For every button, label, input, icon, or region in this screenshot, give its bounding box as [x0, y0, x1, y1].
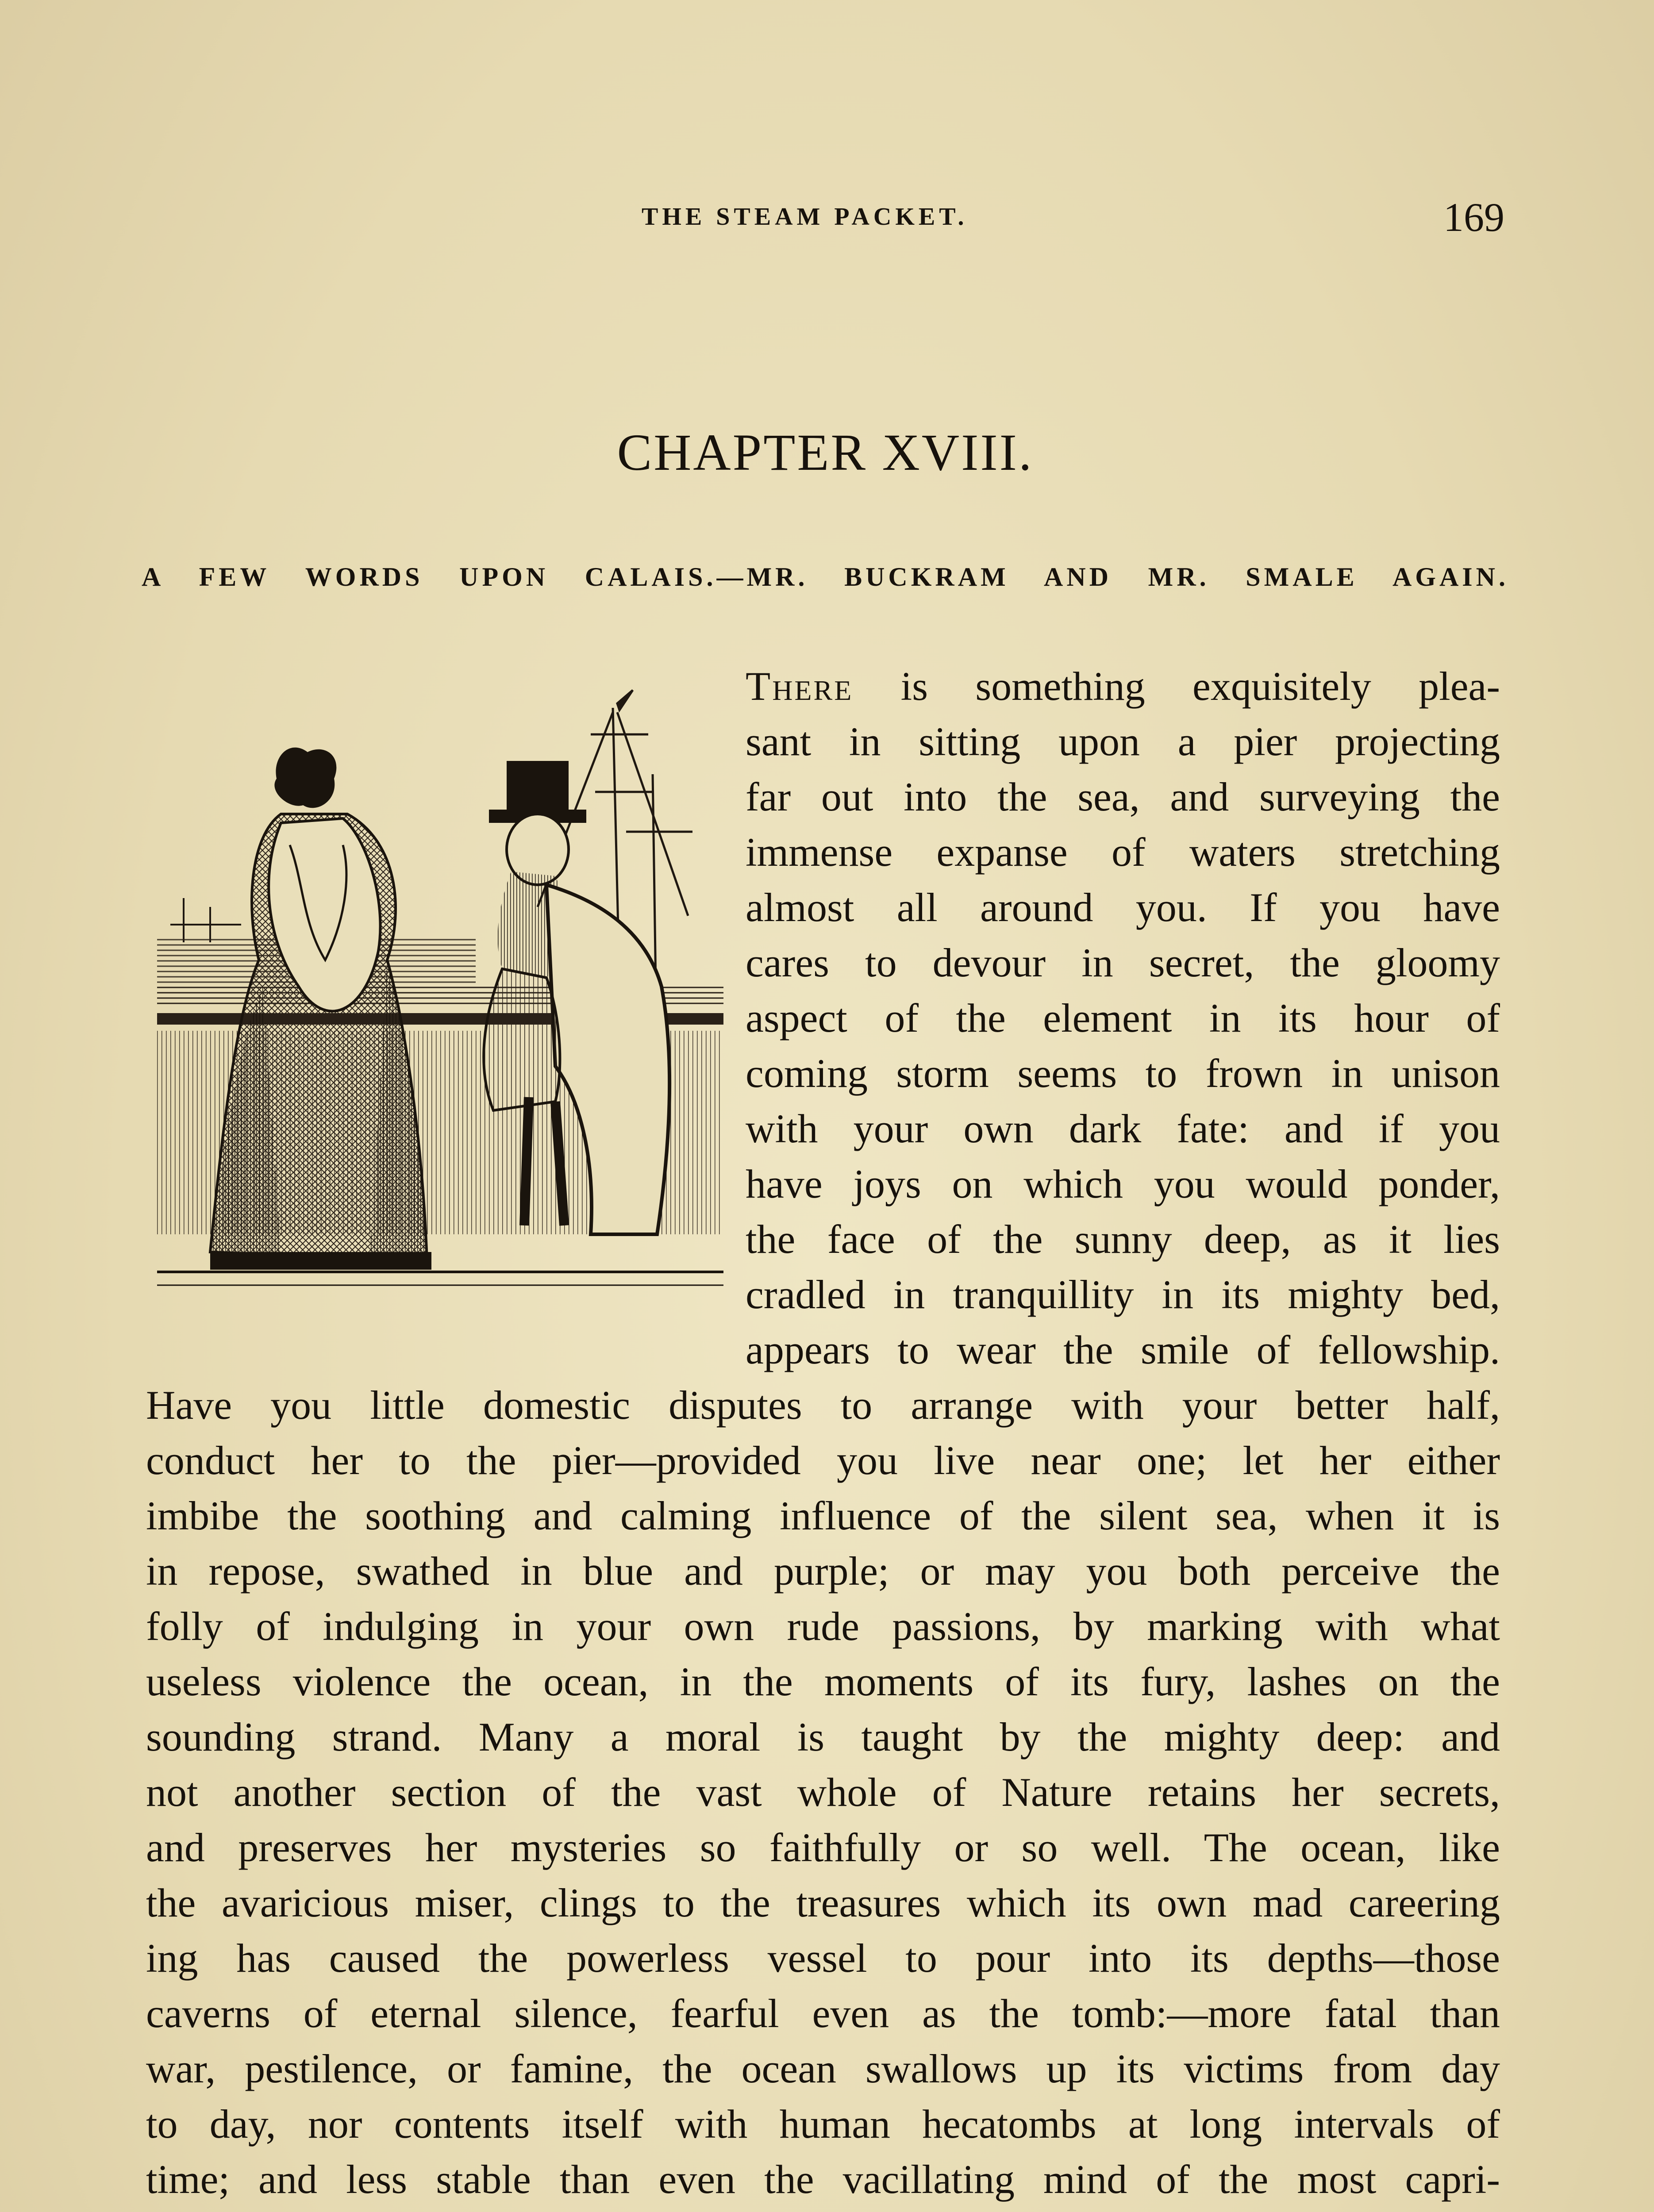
text-line: in repose, swathed in blue and purple; or may you both perceive the: [146, 1548, 1500, 1594]
text-line: the avaricious miser, clings to the treasures which its own mad careering: [146, 1880, 1500, 1925]
text-line: appears to wear the smile of fellowship.: [746, 1327, 1500, 1372]
text-line: useless violence the ocean, in the moments of its fury, lashes on the: [146, 1659, 1500, 1704]
page-header: [146, 195, 1504, 240]
text-line: folly of indulging in your own rude passions, by marking with what: [146, 1604, 1500, 1649]
text-line: conduct her to the pier—provided you live near one; let her either: [146, 1438, 1500, 1483]
text-line: ing has caused the powerless vessel to pour into its depths—those: [146, 1936, 1500, 1981]
text-line: immense expanse of waters stretching: [746, 830, 1500, 875]
text-line: with your own dark fate: and if you: [746, 1106, 1500, 1151]
text-line: imbibe the soothing and calming influence of the silent sea, when it is: [146, 1493, 1500, 1538]
pier-illustration: [157, 677, 723, 1323]
text-line: far out into the sea, and surveying the: [746, 774, 1500, 819]
chapter-subtitle: A FEW WORDS UPON CALAIS.—MR. BUCKRAM AND MR. SMALE AGAIN.: [142, 562, 1509, 591]
text-line: and preserves her mysteries so faithfully or so well. The ocean, like: [146, 1825, 1500, 1870]
drop-cap-word: There: [746, 664, 854, 709]
text-line: to day, nor contents itself with human hecatombs at long intervals of: [146, 2101, 1500, 2147]
text-line: sant in sitting upon a pier projecting: [746, 719, 1500, 764]
chapter-title: CHAPTER XVIII.: [617, 423, 1034, 481]
text-line: cradled in tranquillity in its mighty bed,: [746, 1272, 1500, 1317]
page-number: 169: [1443, 195, 1504, 240]
running-head: THE STEAM PACKET.: [642, 203, 968, 230]
text-line: time; and less stable than even the vacillating mind of the most capri-: [146, 2157, 1500, 2202]
text-line: aspect of the element in its hour of: [746, 995, 1500, 1041]
text-line: not another section of the vast whole of Nature retains her secrets,: [146, 1770, 1500, 1815]
text-line: sounding strand. Many a moral is taught by the mighty deep: and: [146, 1714, 1500, 1759]
text-line: war, pestilence, or famine, the ocean swallows up its victims from day: [146, 2046, 1500, 2091]
text-line: have joys on which you would ponder,: [746, 1161, 1500, 1206]
text-line: Have you little domestic disputes to arrange with your better half,: [146, 1382, 1500, 1428]
text-line: the face of the sunny deep, as it lies: [746, 1217, 1500, 1262]
text-line: almost all around you. If you have: [746, 885, 1500, 930]
woman-figure: [210, 748, 431, 1270]
text-line-1: There is something exquisitely plea-: [746, 664, 1500, 709]
text-line: caverns of eternal silence, fearful even as the tomb:—more fatal than: [146, 1991, 1500, 2036]
text-line: cares to devour in secret, the gloomy: [746, 940, 1500, 985]
text-line: coming storm seems to frown in unison: [746, 1051, 1500, 1096]
